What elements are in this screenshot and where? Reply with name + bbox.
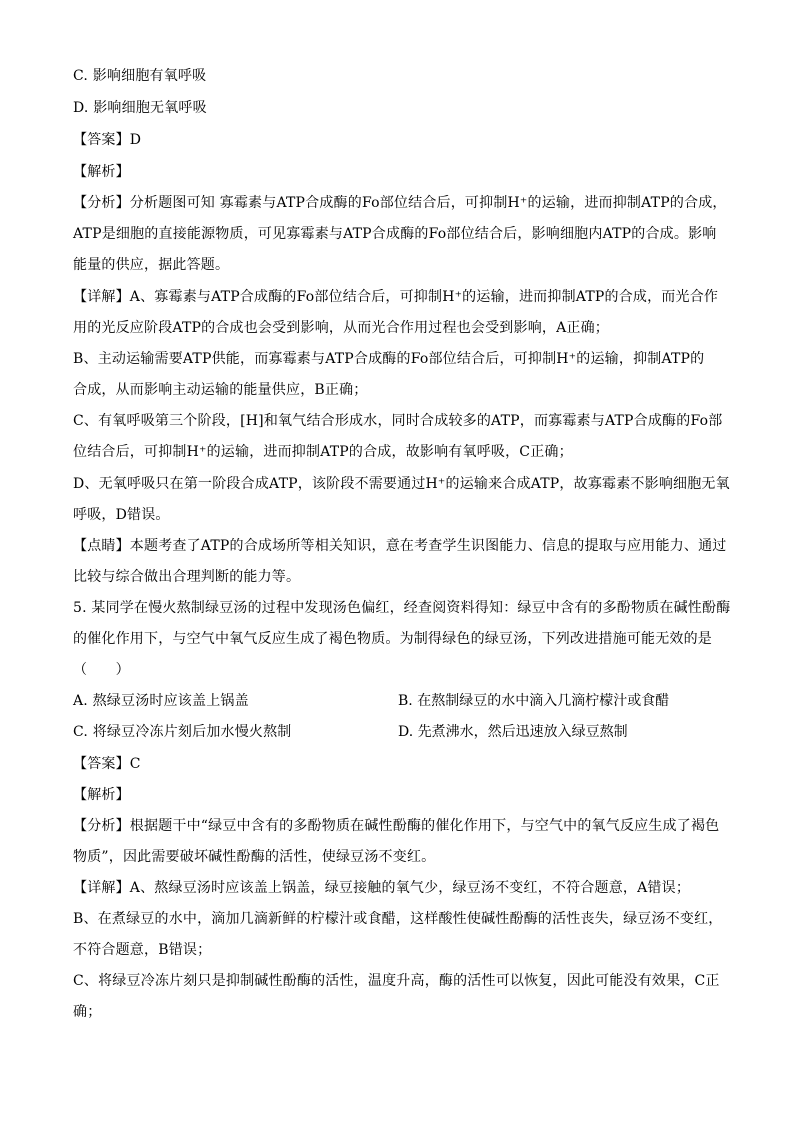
option-d: D. 先煮沸水，然后迅速放入绿豆熬制 [398,724,628,740]
answer: 【答案】D [73,132,142,148]
option-c: C. 将绿豆冷冻片刻后加水慢火熬制 [73,724,292,740]
analysis-line: 【分析】分析题图可知 寡霉素与ATP合成酶的Fo部位结合后，可抑制H⁺的运输，进而抑制ATP的合成， [73,195,727,211]
option-b: B. 在熬制绿豆的水中滴入几滴柠檬汁或食醋 [398,693,670,709]
detail-line: 合成，从而影响主动运输的能量供应，B正确； [73,382,368,398]
analysis-line: 物质”，因此需要破坏碱性酚酶的活性，使绿豆汤不变红。 [73,849,436,865]
key-point-line: 比较与综合做出合理判断的能力等。 [73,569,301,585]
question-stem: 5. 某同学在慢火熬制绿豆汤的过程中发现汤色偏红，经查阅资料得知：绿豆中含有的多酚物质在碱性酚酶 [73,600,731,616]
detail-line: 位结合后，可抑制H⁺的运输，进而抑制ATP的合成，故影响有氧呼吸，C正确； [73,444,573,460]
detail-line: 不符合题意，B错误； [73,942,212,958]
key-point-line: 【点睛】本题考查了ATP的合成场所等相关知识，意在考查学生识图能力、信息的提取与应用能力、通过 [73,538,727,554]
option-c: C. 影响细胞有氧呼吸 [73,68,207,84]
option-d: D. 影响细胞无氧呼吸 [73,100,207,116]
analysis-line: 能量的供应，据此答题。 [73,257,230,273]
detail-line: 用的光反应阶段ATP的合成也会受到影响，从而光合作用过程也会受到影响，A正确； [73,320,610,336]
analysis-heading: 【解析】 [73,164,130,180]
analysis-heading: 【解析】 [73,787,130,803]
question-stem: （ ） [73,662,130,678]
detail-line: D、无氧呼吸只在第一阶段合成ATP，该阶段不需要通过H⁺的运输来合成ATP，故寡霉素不影响细胞无氧 [73,476,730,492]
detail-line: C、有氧呼吸第三个阶段，[H]和氧气结合形成水，同时合成较多的ATP，而寡霉素与ATP合成酶的Fo部 [73,413,723,429]
detail-line: 【详解】A、寡霉素与ATP合成酶的Fo部位结合后，可抑制H⁺的运输，进而抑制ATP的合成，而光合作 [73,289,719,305]
detail-line: 【详解】A、熬绿豆汤时应该盖上锅盖，绿豆接触的氧气少，绿豆汤不变红，不符合题意，A错误； [73,880,691,896]
detail-line: B、在煮绿豆的水中，滴加几滴新鲜的柠檬汁或食醋，这样酸性使碱性酚酶的活性丧失，绿豆汤不变红， [73,911,723,927]
question-stem: 的催化作用下，与空气中氧气反应生成了褐色物质。为制得绿色的绿豆汤，下列改进措施可能无效的是 [73,631,712,647]
detail-line: 确； [73,1004,102,1020]
option-a: A. 熬绿豆汤时应该盖上锅盖 [73,693,249,709]
detail-line: C、将绿豆冷冻片刻只是抑制碱性酚酶的活性，温度升高，酶的活性可以恢复，因此可能没有效果，C正 [73,973,720,989]
analysis-line: 【分析】根据题干中“绿豆中含有的多酚物质在碱性酚酶的催化作用下，与空气中的氧气反应生成了褐色 [73,818,720,834]
answer: 【答案】C [73,756,141,772]
analysis-line: ATP是细胞的直接能源物质，可见寡霉素与ATP合成酶的Fo部位结合后，影响细胞内ATP的合成。影响 [73,226,717,242]
detail-line: 呼吸，D错误。 [73,507,170,523]
detail-line: B、主动运输需要ATP供能，而寡霉素与ATP合成酶的Fo部位结合后，可抑制H⁺的运输，抑制ATP的 [73,351,705,367]
